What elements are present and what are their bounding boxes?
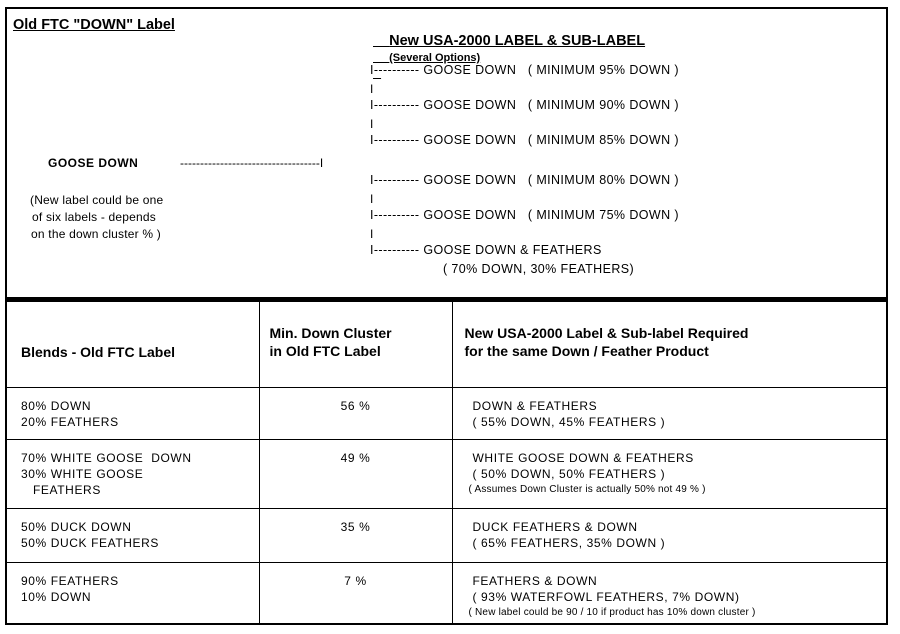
cluster-cell: 49 % [259,439,452,508]
old-label-leader: -----------------------------------I [180,156,324,170]
table-row [7,508,886,562]
old-label-goose-down: GOOSE DOWN [48,156,139,170]
blend-line: 20% FEATHERS [21,414,119,429]
new-label-line: DOWN & FEATHERS [472,398,598,413]
new-label-note: ( New label could be 90 / 10 if product has 10% down cluster ) [468,606,756,618]
option-70-sublabel: ( 70% DOWN, 30% FEATHERS) [443,262,635,276]
blend-table [7,302,886,624]
new-sublabel-line: ( 50% DOWN, 50% FEATHERS ) [472,466,666,481]
new-label-cell [452,439,886,508]
note-line-2: of six labels - depends [32,210,157,224]
new-label-line: WHITE GOOSE DOWN & FEATHERS [472,450,694,465]
blend-cell [7,387,259,439]
new-label-heading-suffix: (Several Options) [389,52,481,64]
new-sublabel-line: ( 65% FEATHERS, 35% DOWN ) [472,535,666,550]
cluster-cell: 7 % [259,562,452,624]
header-new-label [452,302,886,387]
blend-line: 10% DOWN [21,589,92,604]
old-label-heading: Old FTC "DOWN" Label [13,17,175,33]
table-row [7,387,886,439]
blend-line: 80% DOWN [21,398,92,413]
option-70-feathers: I---------- GOOSE DOWN & FEATHERS [370,243,602,257]
new-label-note: ( Assumes Down Cluster is actually 50% not 49 % ) [468,483,706,495]
new-label-cell [452,387,886,439]
note-line-3: on the down cluster % ) [31,227,161,241]
blend-line: 30% WHITE GOOSE [21,466,144,481]
blend-line: 90% FEATHERS [21,573,119,588]
header-blends: Blends - Old FTC Label [7,302,259,387]
option-90: I---------- GOOSE DOWN ( MINIMUM 90% DOWN ) [370,98,679,112]
new-sublabel-line: ( 55% DOWN, 45% FEATHERS ) [472,414,666,429]
blend-cell [7,562,259,624]
table-header-row [7,302,886,387]
tree-bar: I [370,227,374,241]
new-sublabel-line: ( 93% WATERFOWL FEATHERS, 7% DOWN) [472,589,740,604]
header-new-label-line1: New USA-2000 Label & Sub-label Required [464,325,749,341]
header-min-cluster [259,302,452,387]
new-label-line: DUCK FEATHERS & DOWN [472,519,638,534]
tree-bar: I [370,117,374,131]
tree-bar: I [370,192,374,206]
header-min-cluster-line2: in Old FTC Label [269,343,381,359]
blend-cell [7,439,259,508]
table-row [7,562,886,624]
blend-cell [7,508,259,562]
header-min-cluster-line1: Min. Down Cluster [269,325,392,341]
table-row [7,439,886,508]
option-85: I---------- GOOSE DOWN ( MINIMUM 85% DOWN ) [370,133,679,147]
cluster-cell: 35 % [259,508,452,562]
option-80: I---------- GOOSE DOWN ( MINIMUM 80% DOWN ) [370,173,679,187]
cluster-cell: 56 % [259,387,452,439]
new-label-cell [452,562,886,624]
new-label-line: FEATHERS & DOWN [472,573,598,588]
blend-line: 50% DUCK DOWN [21,519,132,534]
new-label-heading-text: New USA-2000 LABEL & SUB-LABEL [389,33,646,49]
blend-line: 70% WHITE GOOSE DOWN [21,450,192,465]
blend-line: 50% DUCK FEATHERS [21,535,160,550]
option-75: I---------- GOOSE DOWN ( MINIMUM 75% DOWN ) [370,208,679,222]
header-new-label-line2: for the same Down / Feather Product [464,343,709,359]
blend-line: FEATHERS [33,482,101,497]
tree-bar: I [370,82,374,96]
new-label-cell [452,508,886,562]
note-line-1: (New label could be one [30,193,164,207]
comparison-document [5,7,888,625]
option-95: I---------- GOOSE DOWN ( MINIMUM 95% DOWN ) [370,63,679,77]
